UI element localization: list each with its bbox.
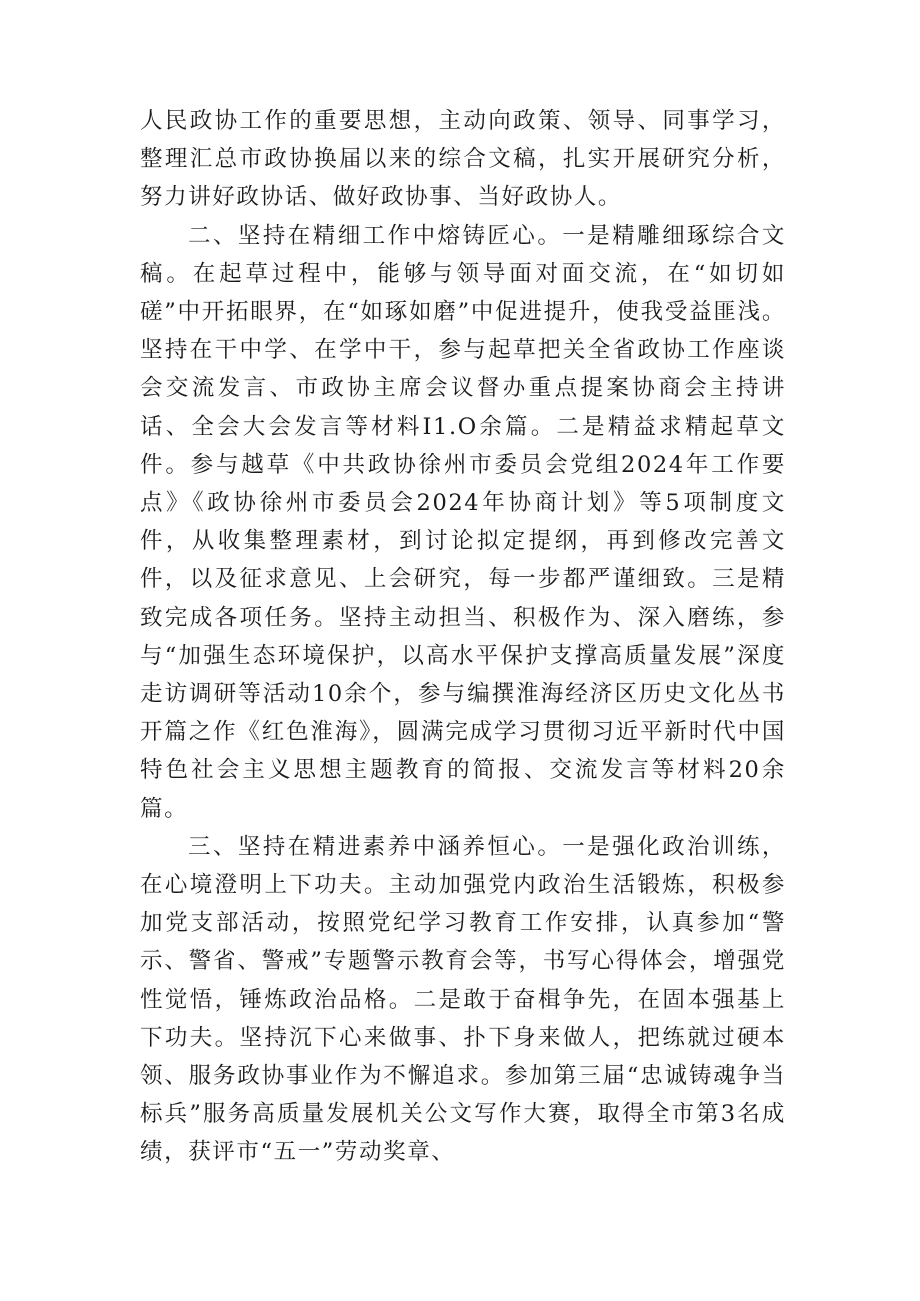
document-body	[140, 102, 786, 1172]
paragraph-section-two: 二、坚持在精细工作中熔铸匠心。一是精雕细琢综合文稿。在起草过程中，能够与领导面对面交流，在“如切如磋”中开拓眼界，在“如琢如磨”中促进提升，使我受益匪浅。坚持在干中学、在学中干，参与起草把关全省政协工作座谈会交流发言、市政协主席会议督办重点提案协商会主持讲话、全会大会发言等材料I1.O余篇。二是精益求精起草文件。参与越草《中共政协徐州市委员会党组2024年工作要点》《政协徐州市委员会2024年协商计划》等5项制度文件，从收集整理素材，到讨论拟定提纲，再到修改完善文件，以及征求意见、上会研究，每一步都严谨细致。三是精致完成各项任务。坚持主动担当、积极作为、深入磨练，参与“加强生态环境保护，以高水平保护支撑高质量发展”深度走访调研等活动10余个，参与编撰淮海经济区历史文化丛书开篇之作《红色淮海》，圆满完成学习贯彻习近平新时代中国特色社会主义思想主题教育的简报、交流发言等材料20余篇。	[140, 222, 786, 822]
paragraph-section-three: 三、坚持在精进素养中涵养恒心。一是强化政治训练，在心境澄明上下功夫。主动加强党内政治生活锻炼，积极参加党支部活动，按照党纪学习教育工作安排，认真参加“警示、警省、警戒”专题警示教育会等，书写心得体会，增强党性觉悟，锤炼政治品格。二是敢于奋楫争先，在固本强基上下功夫。坚持沉下心来做事、扑下身来做人，把练就过硬本领、服务政协事业作为不懈追求。参加第三届“忠诚铸魂争当标兵”服务高质量发展机关公文写作大赛，取得全市第3名成绩，获评市“五一”劳动奖章、	[140, 833, 786, 1166]
paragraph-continuation: 人民政协工作的重要思想，主动向政策、领导、同事学习，整理汇总市政协换届以来的综合文稿，扎实开展研究分析，努力讲好政协话、做好政协事、当好政协人。	[140, 108, 786, 211]
